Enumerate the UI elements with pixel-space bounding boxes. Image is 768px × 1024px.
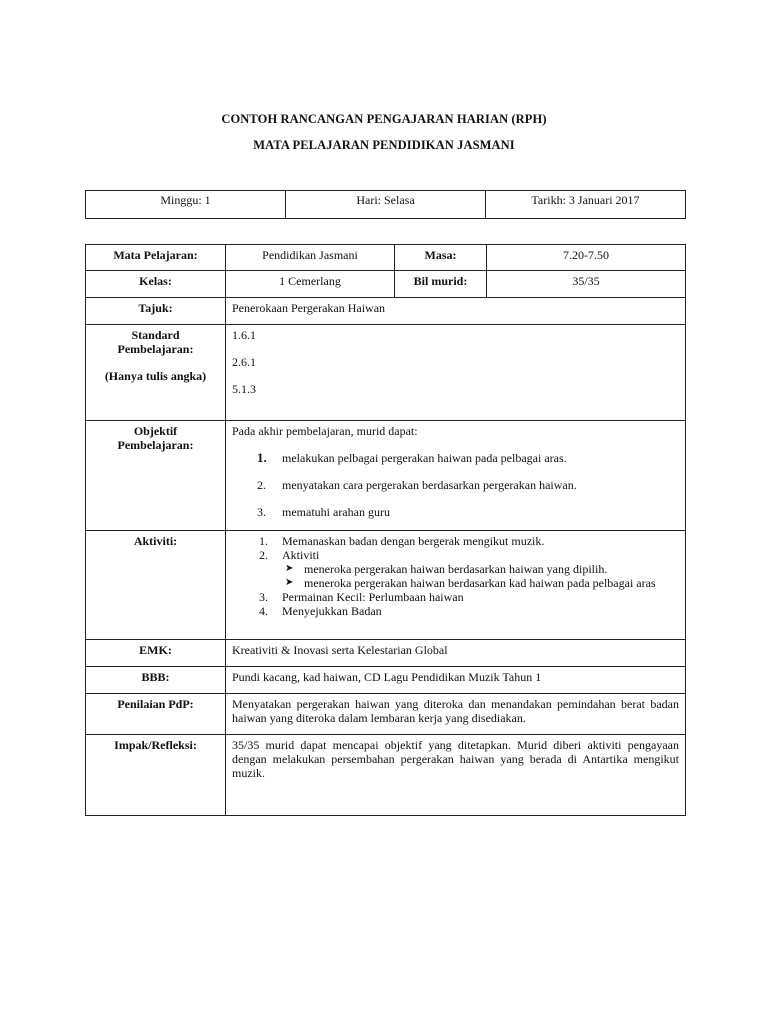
aktiviti-label: Aktiviti: <box>86 531 226 640</box>
penilaian-value: Menyatakan pergerakan haiwan yang diteroka dan menandakan pemindahan berat badan haiwan yang diteroka dalam lembaran kerja yang disediakan. <box>226 694 686 735</box>
objektif-list <box>232 451 679 519</box>
standard-value: 2.6.1 <box>232 355 256 369</box>
standard-label-line1: Standard <box>131 328 180 342</box>
list-item: 2. menyatakan cara pergerakan berdasarkan pergerakan haiwan. <box>257 478 577 492</box>
tajuk-label: Tajuk: <box>86 298 226 325</box>
penilaian-label: Penilaian PdP: <box>86 694 226 735</box>
lesson-plan-table <box>85 244 686 816</box>
mata-pelajaran-label: Mata Pelajaran: <box>86 245 226 271</box>
bbb-label: BBB: <box>86 667 226 694</box>
list-item: 3. mematuhi arahan guru <box>257 505 390 519</box>
document-subtitle: MATA PELAJARAN PENDIDIKAN JASMANI <box>253 138 515 152</box>
standard-label-note: (Hanya tulis angka) <box>104 369 207 383</box>
bil-murid-label: Bil murid: <box>395 271 487 298</box>
bbb-value: Pundi kacang, kad haiwan, CD Lagu Pendidikan Muzik Tahun 1 <box>226 667 686 694</box>
masa-label: Masa: <box>395 245 487 271</box>
document-title: CONTOH RANCANGAN PENGAJARAN HARIAN (RPH) <box>221 112 547 126</box>
aktiviti-list <box>232 534 679 618</box>
impak-value: 35/35 murid dapat mencapai objektif yang ditetapkan. Murid diberi aktiviti pengayaan dengan melakukan persembahan pergerakan haiwan yang berada di Antartika mengikut muzik. <box>226 735 686 816</box>
hari-cell: Hari: Selasa <box>286 191 486 219</box>
objektif-label-line1: Objektif <box>133 424 178 438</box>
standard-label <box>86 325 226 421</box>
mata-pelajaran-value: Pendidikan Jasmani <box>226 245 395 271</box>
standard-label-line2: Pembelajaran: <box>117 342 194 356</box>
tajuk-value: Penerokaan Pergerakan Haiwan <box>226 298 686 325</box>
objektif-intro: Pada akhir pembelajaran, murid dapat: <box>232 424 418 438</box>
header-table <box>85 190 686 219</box>
impak-label: Impak/Refleksi: <box>86 735 226 816</box>
aktiviti-sub-list <box>282 562 679 590</box>
standard-value: 1.6.1 <box>232 328 256 342</box>
sub-list-item: ➤ meneroka pergerakan haiwan berdasarkan haiwan yang dipilih. <box>285 562 608 576</box>
aktiviti-content <box>226 531 686 640</box>
list-item: 1. Memanaskan badan dengan bergerak mengikut muzik. <box>259 534 545 548</box>
list-item: 3. Permainan Kecil: Perlumbaan haiwan <box>259 590 464 604</box>
kelas-label: Kelas: <box>86 271 226 298</box>
objektif-label-line2: Pembelajaran: <box>117 438 194 452</box>
arrow-bullet-icon: ➤ <box>285 577 294 588</box>
minggu-cell: Minggu: 1 <box>86 191 286 219</box>
arrow-bullet-icon: ➤ <box>285 563 294 574</box>
standard-values <box>226 325 686 421</box>
list-item: 1. melakukan pelbagai pergerakan haiwan pada pelbagai aras. <box>257 450 567 465</box>
kelas-value: 1 Cemerlang <box>226 271 395 298</box>
standard-value: 5.1.3 <box>232 382 256 396</box>
tarikh-cell: Tarikh: 3 Januari 2017 <box>486 191 686 219</box>
masa-value: 7.20-7.50 <box>487 245 686 271</box>
emk-value: Kreativiti & Inovasi serta Kelestarian Global <box>226 640 686 667</box>
objektif-label <box>86 421 226 531</box>
bil-murid-value: 35/35 <box>487 271 686 298</box>
sub-list-item: ➤ meneroka pergerakan haiwan berdasarkan kad haiwan pada pelbagai aras <box>285 576 656 590</box>
list-item: 4. Menyejukkan Badan <box>259 604 382 618</box>
objektif-content <box>226 421 686 531</box>
list-item: 2. Aktiviti ➤ meneroka pergerakan haiwan berdasarkan haiwan yang dipilih. ➤ meneroka pergerakan haiwan berdasarkan kad haiwan pada pelbagai aras <box>232 548 679 590</box>
emk-label: EMK: <box>86 640 226 667</box>
